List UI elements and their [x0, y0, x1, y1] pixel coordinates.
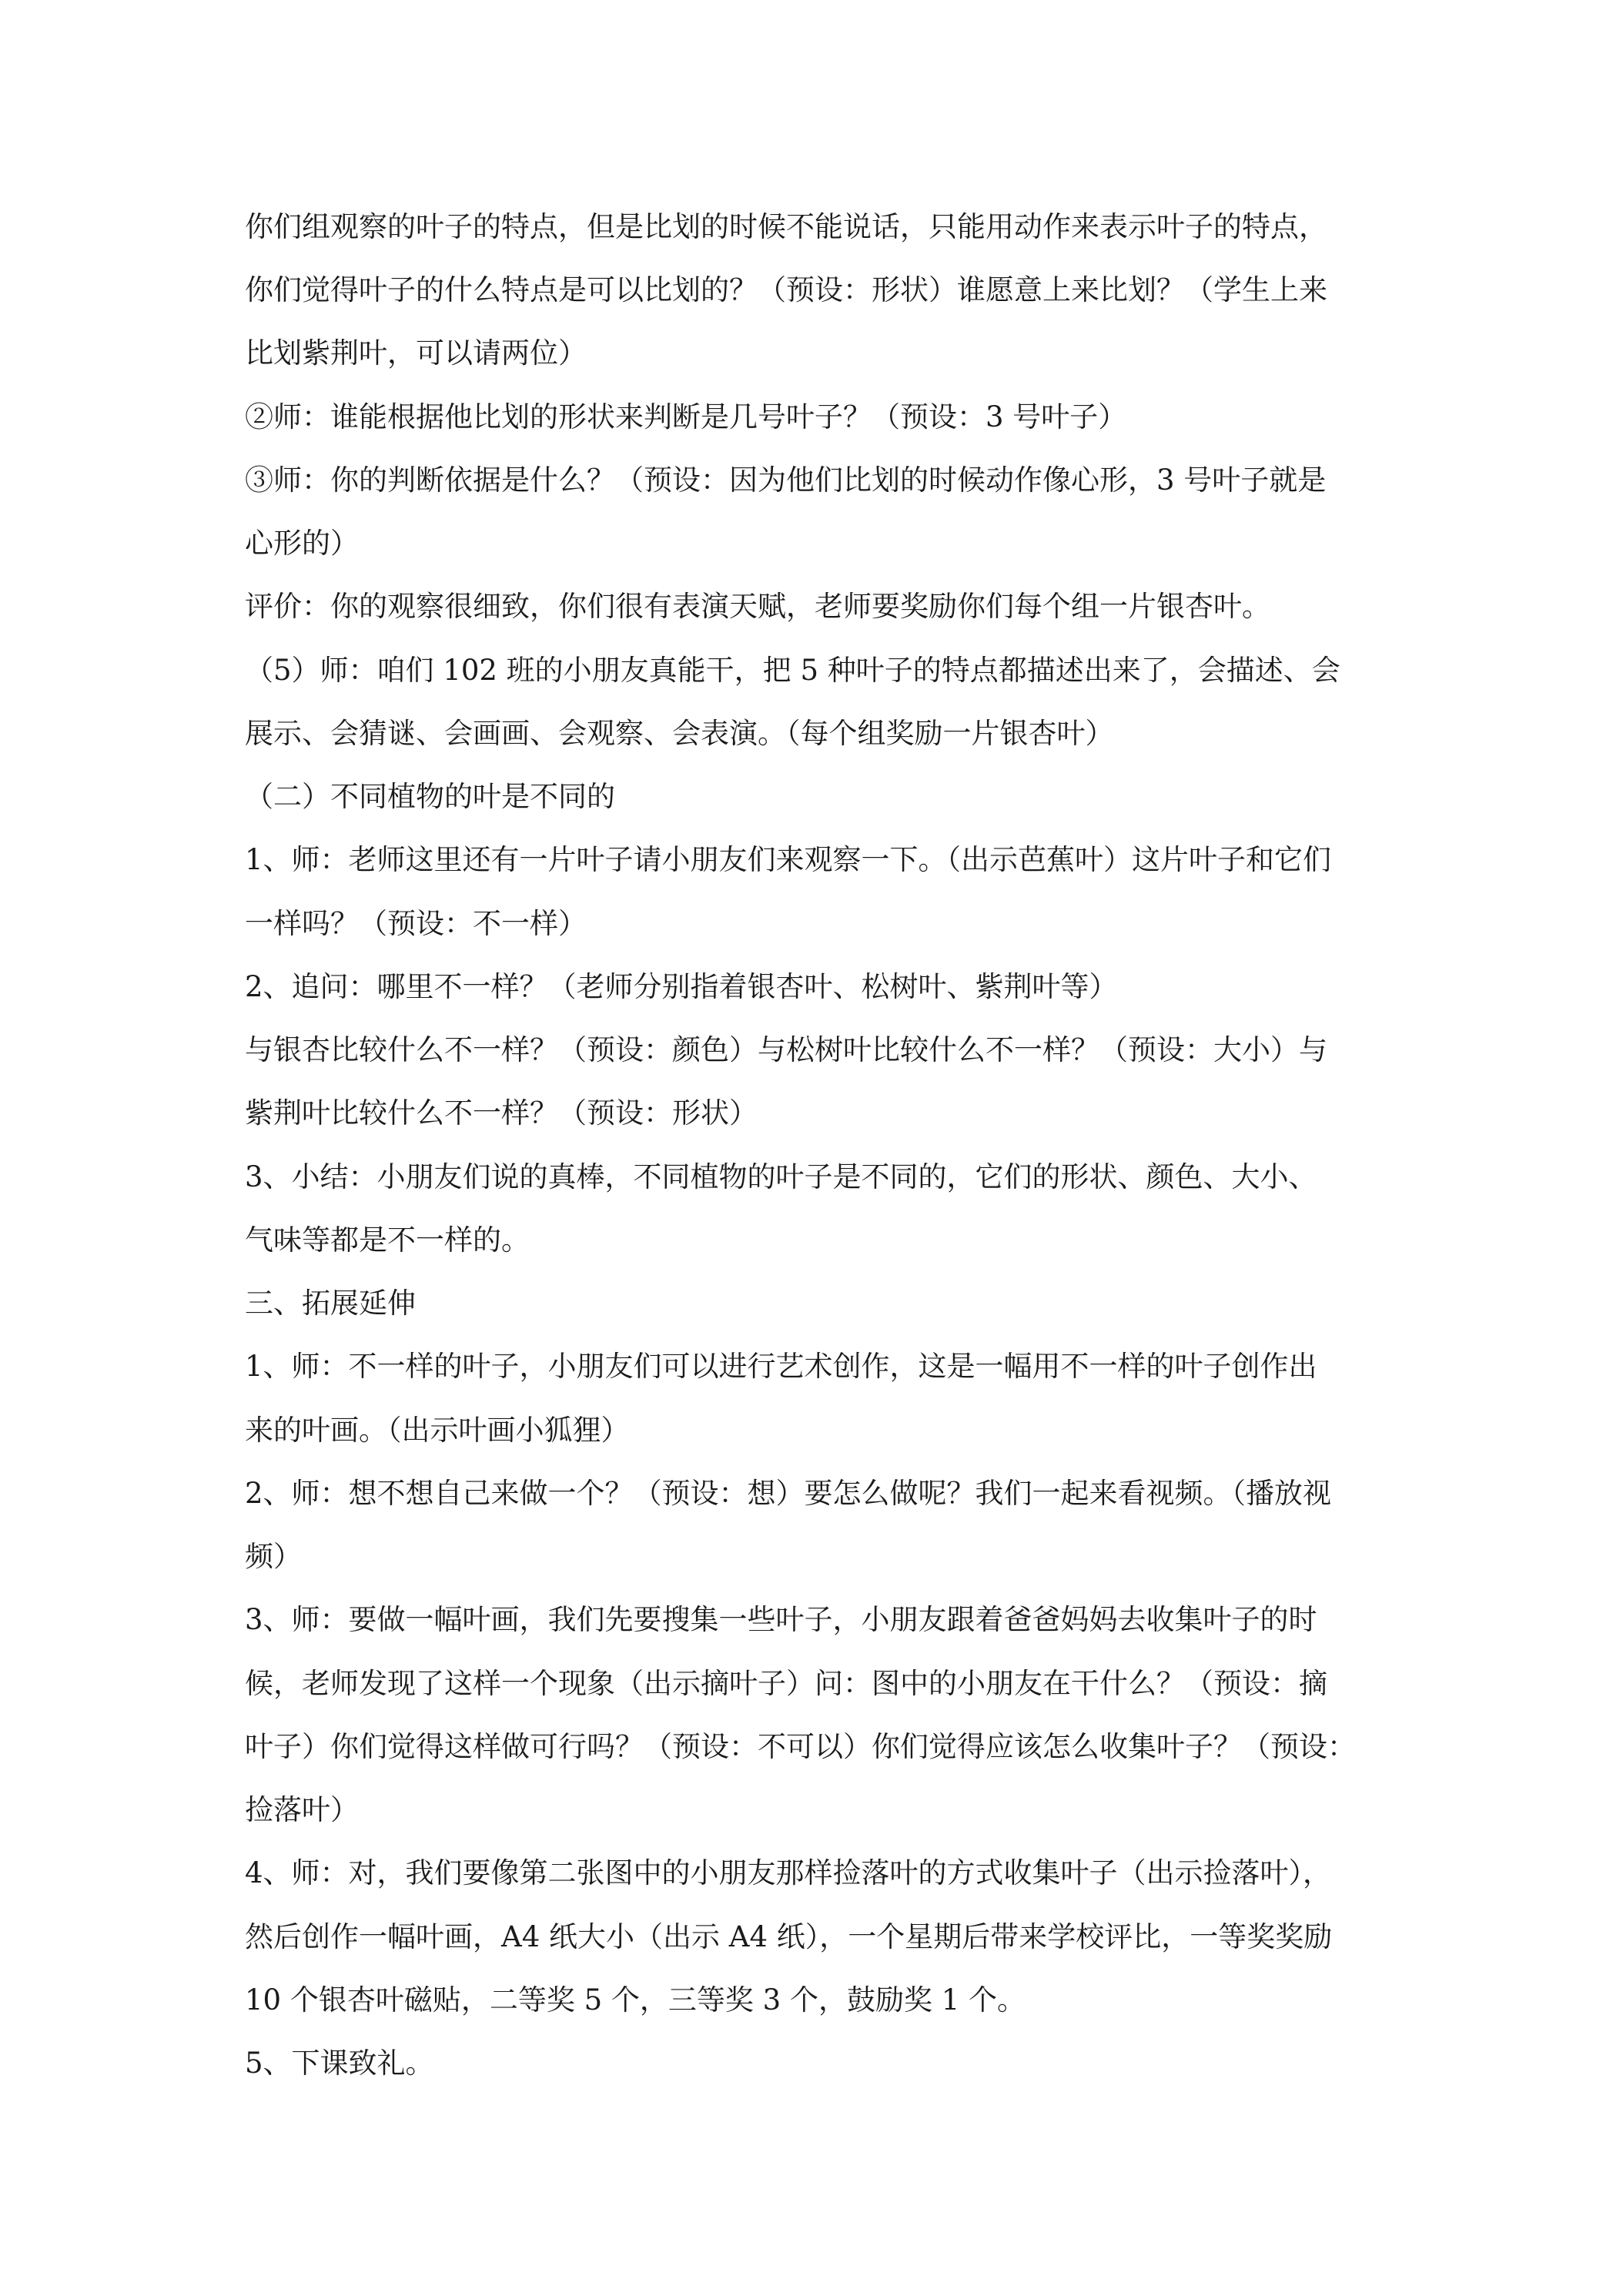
section-heading: 三、拓展延伸 [245, 1287, 416, 1320]
text-line: 4、师：对，我们要像第二张图中的小朋友那样捡落叶的方式收集叶子（出示捡落叶）， [245, 1856, 1332, 1889]
text-line: 2、师：想不想自己来做一个？（预设：想）要怎么做呢？我们一起来看视频。（播放视 [245, 1477, 1332, 1510]
text-line: 你们组观察的叶子的特点，但是比划的时候不能说话，只能用动作来表示叶子的特点， [245, 210, 1327, 243]
text-line: 3、师：要做一幅叶画，我们先要搜集一些叶子，小朋友跟着爸爸妈妈去收集叶子的时 [245, 1603, 1317, 1636]
text-line: （5）师：咱们 102 班的小朋友真能干，把 5 种叶子的特点都描述出来了，会描述、会 [245, 654, 1340, 687]
text-line: 评价：你的观察很细致，你们很有表演天赋，老师要奖励你们每个组一片银杏叶。 [245, 590, 1270, 623]
text-line: ②师：谁能根据他比划的形状来判断是几号叶子？（预设：3 号叶子） [245, 400, 1127, 433]
text-line: 来的叶画。（出示叶画小狐狸） [245, 1414, 630, 1447]
text-line: 叶子）你们觉得这样做可行吗？（预设：不可以）你们觉得应该怎么收集叶子？（预设： [245, 1730, 1356, 1763]
text-line: 5、下课致礼。 [245, 2047, 434, 2080]
text-line: 气味等都是不一样的。 [245, 1223, 530, 1257]
text-line: 心形的） [245, 527, 359, 560]
text-line: 捡落叶） [245, 1793, 359, 1826]
text-line: 比划紫荆叶，可以请两位） [245, 336, 587, 370]
text-line: 一样吗？（预设：不一样） [245, 907, 587, 940]
text-line: 10 个银杏叶磁贴，二等奖 5 个，三等奖 3 个，鼓励奖 1 个。 [245, 1983, 1026, 2017]
text-line: 然后创作一幅叶画，A4 纸大小（出示 A4 纸），一个星期后带来学校评比，一等奖奖励 [245, 1920, 1333, 1953]
text-line: 展示、会猜谜、会画画、会观察、会表演。（每个组奖励一片银杏叶） [245, 717, 1114, 750]
text-line: 1、师：老师这里还有一片叶子请小朋友们来观察一下。（出示芭蕉叶）这片叶子和它们 [245, 843, 1332, 876]
text-line: 候，老师发现了这样一个现象（出示摘叶子）问：图中的小朋友在干什么？（预设：摘 [245, 1667, 1327, 1700]
text-line: 频） [245, 1540, 302, 1573]
text-line: ③师：你的判断依据是什么？（预设：因为他们比划的时候动作像心形，3 号叶子就是 [245, 464, 1327, 497]
text-line: 紫荆叶比较什么不一样？（预设：形状） [245, 1096, 758, 1130]
text-line: 与银杏比较什么不一样？（预设：颜色）与松树叶比较什么不一样？（预设：大小）与 [245, 1033, 1327, 1066]
text-line: 你们觉得叶子的什么特点是可以比划的？（预设：形状）谁愿意上来比划？（学生上来 [245, 273, 1327, 306]
text-line: 1、师：不一样的叶子，小朋友们可以进行艺术创作，这是一幅用不一样的叶子创作出 [245, 1350, 1317, 1383]
text-line: 2、追问：哪里不一样？（老师分别指着银杏叶、松树叶、紫荆叶等） [245, 970, 1118, 1003]
text-line: 3、小结：小朋友们说的真棒，不同植物的叶子是不同的，它们的形状、颜色、大小、 [245, 1160, 1317, 1193]
section-heading: （二）不同植物的叶是不同的 [245, 780, 615, 813]
